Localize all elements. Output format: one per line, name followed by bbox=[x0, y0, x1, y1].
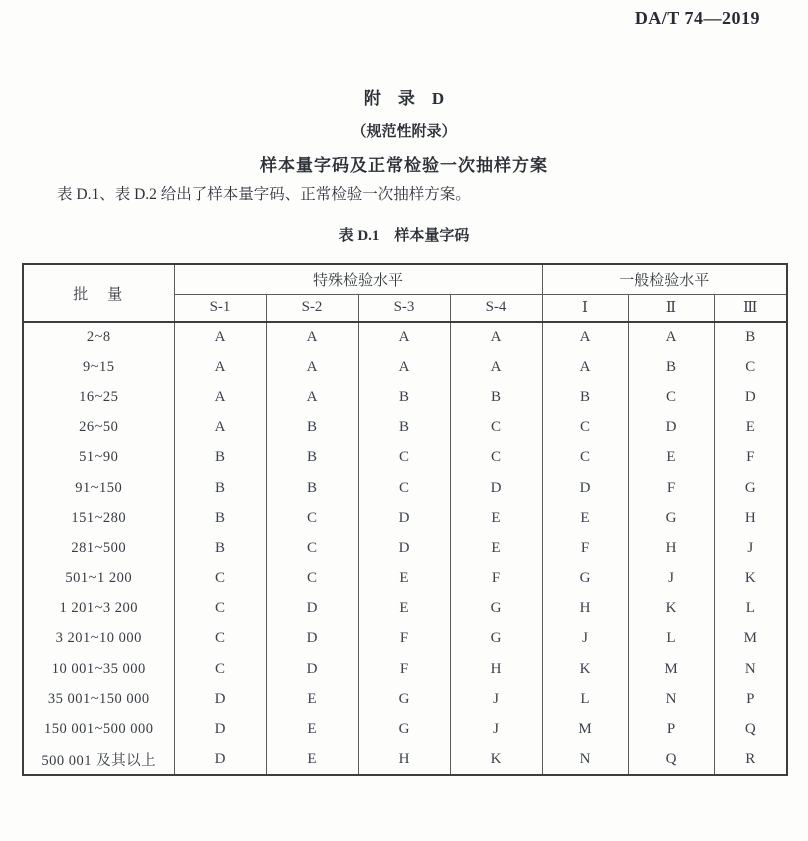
table-row bbox=[23, 745, 787, 775]
special-levels-group-header: 特殊检验水平 bbox=[174, 264, 542, 294]
col-header-general-3: Ⅲ bbox=[714, 294, 787, 322]
code-letter-cell: F bbox=[542, 533, 628, 563]
table-row bbox=[23, 503, 787, 533]
appendix-subtitle: （规范性附录） bbox=[351, 124, 457, 140]
code-letter-cell: G bbox=[714, 473, 787, 503]
appendix-headings bbox=[0, 84, 808, 176]
batch-range-cell: 500 001 及其以上 bbox=[41, 752, 157, 769]
code-letter-cell: E bbox=[542, 503, 628, 533]
code-letter-cell: B bbox=[358, 382, 450, 412]
code-letter-cell: G bbox=[450, 594, 542, 624]
batch-range-cell: 16~25 bbox=[79, 388, 119, 405]
table-header bbox=[23, 264, 787, 322]
code-letter-cell: A bbox=[358, 322, 450, 352]
code-letter-cell: D bbox=[714, 382, 787, 412]
code-letter-cell: P bbox=[628, 714, 714, 744]
code-letter-cell: Q bbox=[714, 714, 787, 744]
code-letter-cell: A bbox=[450, 322, 542, 352]
table-row bbox=[23, 714, 787, 744]
code-letter-cell: J bbox=[628, 564, 714, 594]
code-letter-cell: E bbox=[358, 564, 450, 594]
code-letter-cell: D bbox=[174, 714, 266, 744]
table-row bbox=[23, 382, 787, 412]
code-letter-cell: B bbox=[714, 322, 787, 352]
code-letter-cell: A bbox=[542, 322, 628, 352]
code-letter-cell: C bbox=[450, 443, 542, 473]
code-letter-cell: D bbox=[450, 473, 542, 503]
table-row bbox=[23, 443, 787, 473]
code-letter-cell: A bbox=[174, 352, 266, 382]
code-letter-cell: E bbox=[266, 714, 358, 744]
code-letter-cell: F bbox=[358, 654, 450, 684]
code-letter-cell: M bbox=[628, 654, 714, 684]
batch-range-cell: 3 201~10 000 bbox=[55, 630, 142, 647]
table-row bbox=[23, 352, 787, 382]
sample-size-code-table bbox=[22, 263, 788, 776]
col-header-special-s4: S-4 bbox=[450, 294, 542, 322]
code-letter-cell: E bbox=[450, 533, 542, 563]
code-letter-cell: F bbox=[714, 443, 787, 473]
code-letter-cell: E bbox=[266, 745, 358, 775]
code-letter-cell: H bbox=[714, 503, 787, 533]
doc-code: DA/T 74—2019 bbox=[634, 8, 760, 28]
table-row bbox=[23, 654, 787, 684]
code-letter-cell: E bbox=[714, 413, 787, 443]
col-header-special-s2: S-2 bbox=[266, 294, 358, 322]
code-letter-cell: L bbox=[714, 594, 787, 624]
batch-range-cell: 10 001~35 000 bbox=[51, 660, 146, 677]
code-letter-cell: N bbox=[542, 745, 628, 775]
col-header-general-1: Ⅰ bbox=[542, 294, 628, 322]
code-letter-cell: D bbox=[358, 503, 450, 533]
code-letter-cell: J bbox=[450, 714, 542, 744]
code-letter-cell: A bbox=[542, 352, 628, 382]
code-letter-cell: B bbox=[266, 413, 358, 443]
code-letter-cell: F bbox=[450, 564, 542, 594]
appendix-title: 附 录 D bbox=[363, 89, 445, 108]
code-letter-cell: E bbox=[450, 503, 542, 533]
code-letter-cell: D bbox=[542, 473, 628, 503]
code-letter-cell: E bbox=[358, 594, 450, 624]
col-header-special-s1: S-1 bbox=[174, 294, 266, 322]
intro-paragraph: 表 D.1、表 D.2 给出了样本量字码、正常检验一次抽样方案。 bbox=[57, 186, 471, 203]
code-letter-cell: A bbox=[174, 413, 266, 443]
code-letter-cell: H bbox=[450, 654, 542, 684]
table-row bbox=[23, 594, 787, 624]
code-letter-cell: B bbox=[266, 443, 358, 473]
code-letter-cell: B bbox=[174, 443, 266, 473]
code-letter-cell: C bbox=[358, 473, 450, 503]
code-letter-cell: B bbox=[542, 382, 628, 412]
code-letter-cell: A bbox=[628, 322, 714, 352]
code-letter-cell: K bbox=[628, 594, 714, 624]
code-letter-cell: R bbox=[714, 745, 787, 775]
code-letter-cell: F bbox=[628, 473, 714, 503]
appendix-heading: 样本量字码及正常检验一次抽样方案 bbox=[260, 156, 548, 175]
code-letter-cell: M bbox=[542, 714, 628, 744]
table-row bbox=[23, 473, 787, 503]
code-letter-cell: B bbox=[628, 352, 714, 382]
code-letter-cell: K bbox=[714, 564, 787, 594]
batch-range-cell: 501~1 200 bbox=[65, 570, 133, 587]
batch-range-cell: 150 001~500 000 bbox=[43, 721, 154, 738]
code-letter-cell: A bbox=[266, 322, 358, 352]
code-letter-cell: B bbox=[174, 503, 266, 533]
code-letter-cell: D bbox=[266, 624, 358, 654]
code-letter-cell: Q bbox=[628, 745, 714, 775]
code-letter-cell: L bbox=[628, 624, 714, 654]
code-letter-cell: C bbox=[174, 654, 266, 684]
batch-range-cell: 51~90 bbox=[79, 449, 119, 466]
code-letter-cell: H bbox=[542, 594, 628, 624]
code-letter-cell: D bbox=[266, 594, 358, 624]
code-letter-cell: C bbox=[542, 443, 628, 473]
code-letter-cell: G bbox=[542, 564, 628, 594]
batch-range-cell: 151~280 bbox=[71, 509, 127, 526]
group-header-row bbox=[23, 264, 787, 294]
col-header-general-2: Ⅱ bbox=[628, 294, 714, 322]
code-letter-cell: D bbox=[266, 654, 358, 684]
code-letter-cell: P bbox=[714, 684, 787, 714]
code-letter-cell: G bbox=[358, 684, 450, 714]
batch-range-cell: 35 001~150 000 bbox=[47, 690, 150, 707]
table-row bbox=[23, 322, 787, 352]
code-letter-cell: H bbox=[628, 533, 714, 563]
table-row bbox=[23, 564, 787, 594]
code-letter-cell: C bbox=[542, 413, 628, 443]
code-letter-cell: C bbox=[174, 624, 266, 654]
batch-range-cell: 26~50 bbox=[79, 419, 119, 436]
code-letter-cell: G bbox=[450, 624, 542, 654]
col-header-special-s3: S-3 bbox=[358, 294, 450, 322]
code-letter-cell: A bbox=[450, 352, 542, 382]
code-letter-cell: D bbox=[628, 413, 714, 443]
code-letter-cell: G bbox=[628, 503, 714, 533]
code-letter-cell: B bbox=[450, 382, 542, 412]
code-letter-cell: D bbox=[358, 533, 450, 563]
code-letter-cell: K bbox=[450, 745, 542, 775]
code-letter-cell: C bbox=[628, 382, 714, 412]
code-letter-cell: A bbox=[266, 382, 358, 412]
table-row bbox=[23, 684, 787, 714]
code-letter-cell: C bbox=[266, 564, 358, 594]
code-letter-cell: K bbox=[542, 654, 628, 684]
code-letter-cell: A bbox=[174, 322, 266, 352]
code-letter-cell: M bbox=[714, 624, 787, 654]
code-letter-cell: B bbox=[174, 533, 266, 563]
code-letter-cell: J bbox=[450, 684, 542, 714]
code-letter-cell: F bbox=[358, 624, 450, 654]
table-caption: 表 D.1 样本量字码 bbox=[338, 228, 470, 244]
table-row bbox=[23, 533, 787, 563]
code-letter-cell: N bbox=[628, 684, 714, 714]
code-letter-cell: C bbox=[174, 594, 266, 624]
batch-range-cell: 9~15 bbox=[82, 358, 115, 375]
code-letter-cell: C bbox=[714, 352, 787, 382]
table-body bbox=[23, 322, 787, 775]
batch-column-header: 批 量 bbox=[23, 264, 174, 322]
table-row bbox=[23, 413, 787, 443]
table-row bbox=[23, 624, 787, 654]
code-letter-cell: C bbox=[266, 533, 358, 563]
code-letter-cell: A bbox=[266, 352, 358, 382]
code-letter-cell: E bbox=[266, 684, 358, 714]
code-letter-cell: G bbox=[358, 714, 450, 744]
code-letter-cell: C bbox=[266, 503, 358, 533]
batch-range-cell: 91~150 bbox=[75, 479, 123, 496]
code-letter-cell: D bbox=[174, 684, 266, 714]
batch-range-cell: 281~500 bbox=[71, 539, 127, 556]
code-letter-cell: D bbox=[174, 745, 266, 775]
batch-range-cell: 2~8 bbox=[86, 329, 111, 346]
code-letter-cell: N bbox=[714, 654, 787, 684]
code-letter-cell: A bbox=[358, 352, 450, 382]
code-letter-cell: A bbox=[174, 382, 266, 412]
general-levels-group-header: 一般检验水平 bbox=[542, 264, 787, 294]
code-letter-cell: B bbox=[174, 473, 266, 503]
batch-range-cell: 1 201~3 200 bbox=[59, 600, 139, 617]
code-letter-cell: B bbox=[266, 473, 358, 503]
code-letter-cell: J bbox=[714, 533, 787, 563]
code-letter-cell: C bbox=[358, 443, 450, 473]
code-letter-cell: J bbox=[542, 624, 628, 654]
code-letter-cell: H bbox=[358, 745, 450, 775]
code-letter-cell: C bbox=[174, 564, 266, 594]
code-letter-cell: L bbox=[542, 684, 628, 714]
code-letter-cell: E bbox=[628, 443, 714, 473]
code-letter-cell: C bbox=[450, 413, 542, 443]
code-letter-cell: B bbox=[358, 413, 450, 443]
